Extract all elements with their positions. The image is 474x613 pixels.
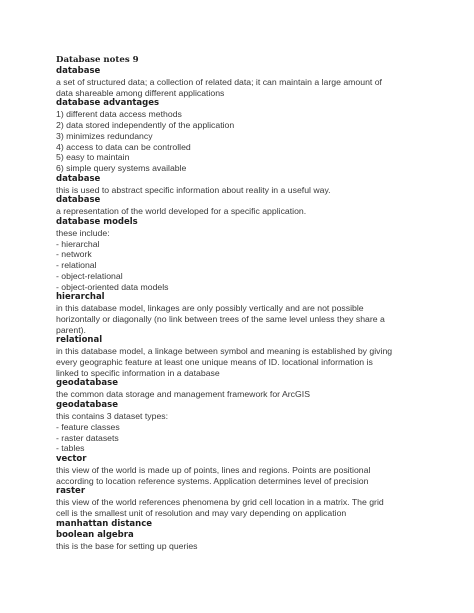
note-entry: [56, 486, 426, 518]
entry-term: hierarchal: [56, 292, 105, 303]
entry-definition-line: according to location reference systems. Application determines level of precision: [56, 475, 369, 486]
document-page: [56, 55, 426, 552]
note-entry: [56, 292, 426, 335]
note-entry: [56, 454, 426, 486]
entry-definition-line: this contains 3 dataset types:: [56, 411, 169, 422]
entry-definition-line: this view of the world is made up of points, lines and regions. Points are positional: [56, 464, 371, 475]
entry-definition-line: every geographic feature at least one unique means of ID. locational information is: [56, 357, 373, 368]
entry-term: relational: [56, 335, 103, 346]
note-entry: [56, 378, 426, 400]
entry-definition-line: 6) simple query systems available: [56, 162, 187, 173]
entry-definition-line: data shareable among different applications: [56, 87, 225, 98]
entry-definition-line: horizontally or diagonally (no link between trees of the same level unless they share a: [56, 313, 385, 324]
entry-term: geodatabase: [56, 378, 118, 389]
entry-definition-line: linked to specific information in a database: [56, 367, 220, 378]
entry-term: database: [56, 173, 101, 184]
entry-definition-line: 1) different data access methods: [56, 109, 182, 120]
entry-definition-line: cell is the smallest unit of resolution and may vary depending on application: [56, 508, 347, 519]
note-entry: [56, 66, 426, 98]
note-entry: [56, 400, 426, 454]
entry-term: boolean algebra: [56, 529, 134, 540]
entry-definition-line: 5) easy to maintain: [56, 152, 130, 163]
entry-definition-line: 2) data stored independently of the application: [56, 120, 235, 131]
entry-definition-line: a representation of the world developed for a specific application.: [56, 206, 307, 217]
entry-term: database advantages: [56, 98, 160, 109]
entry-definition-line: parent).: [56, 324, 86, 335]
entry-term: vector: [56, 453, 87, 464]
entry-term: database models: [56, 217, 138, 228]
entry-definition-line: - relational: [56, 260, 97, 271]
note-entry: [56, 195, 426, 217]
entry-definition-line: - object-oriented data models: [56, 281, 169, 292]
entry-definition-line: - feature classes: [56, 421, 120, 432]
entry-list: [56, 66, 426, 552]
entry-definition-line: - object-relational: [56, 270, 123, 281]
entry-definition-line: this view of the world references phenomena by grid cell location in a matrix. The grid: [56, 497, 384, 508]
entry-term: manhattan distance: [56, 518, 153, 529]
entry-definition-line: - raster datasets: [56, 432, 119, 443]
note-entry: [56, 530, 426, 552]
entry-definition-line: this is the base for setting up queries: [56, 540, 198, 551]
note-entry: [56, 98, 426, 173]
document-title: Database notes 9: [56, 55, 139, 65]
entry-definition-line: - hierarchal: [56, 238, 100, 249]
entry-definition-line: this is used to abstract specific information about reality in a useful way.: [56, 184, 331, 195]
note-entry: [56, 335, 426, 378]
entry-definition-line: 3) minimizes redundancy: [56, 130, 153, 141]
entry-definition-line: - network: [56, 249, 92, 260]
entry-term: raster: [56, 486, 86, 497]
entry-definition-line: these include:: [56, 228, 110, 239]
entry-term: database: [56, 195, 101, 206]
entry-definition-line: - tables: [56, 443, 85, 454]
entry-definition-line: a set of structured data; a collection of related data; it can maintain a large amount of: [56, 77, 382, 87]
note-entry: [56, 217, 426, 292]
note-entry: [56, 174, 426, 196]
entry-definition-line: in this database model, linkages are only possibly vertically and are not possible: [56, 303, 364, 314]
note-entry: [56, 519, 426, 530]
entry-term: geodatabase: [56, 400, 118, 411]
entry-definition-line: the common data storage and management framework for ArcGIS: [56, 389, 310, 400]
entry-definition-line: in this database model, a linkage between symbol and meaning is established by giving: [56, 346, 393, 357]
entry-definition-line: 4) access to data can be controlled: [56, 141, 191, 152]
entry-term: database: [56, 66, 101, 76]
